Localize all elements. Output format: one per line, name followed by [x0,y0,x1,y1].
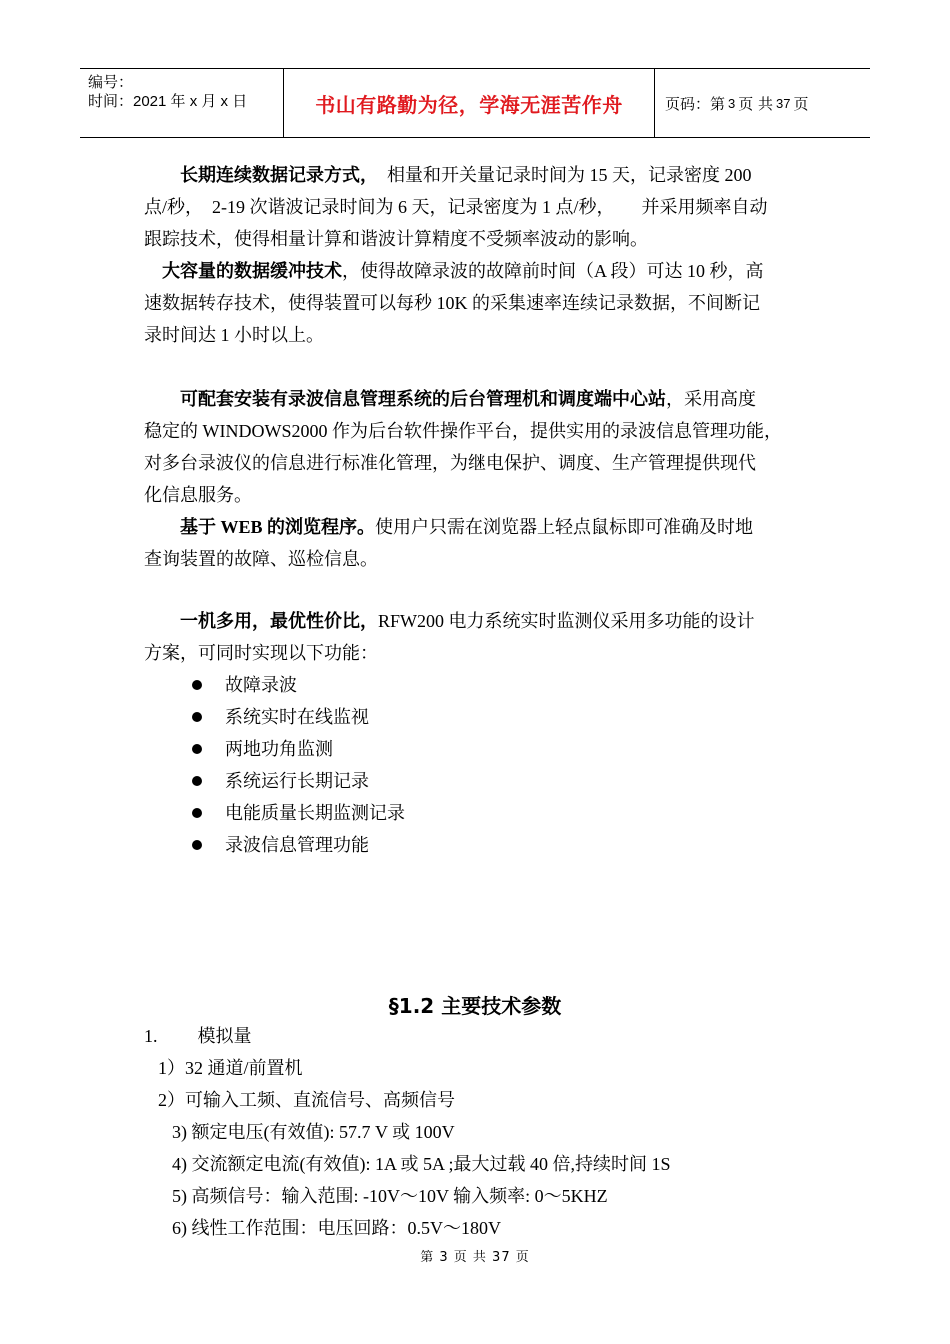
header-motto-cell [283,69,655,137]
list-item: 录波信息管理功能 [190,829,405,861]
page-total: 37 [776,95,791,111]
spec-label: 模拟量 [197,1026,252,1046]
paragraph-web-browser [144,511,809,575]
paragraph-text: 化信息服务。 [144,485,252,505]
spec-line: 2）可输入工频、直流信号、高频信号 [158,1090,455,1110]
bullet-icon [192,776,202,786]
paragraph-text: 点/秒， 2-19 次谐波记录时间为 6 天，记录密度为 1 点/秒， 并采用频率自动 [144,197,768,217]
header-motto: 书山有路勤为径，学海无涯苦作舟 [315,92,623,117]
paragraph-text: 使用户只需在浏览器上轻点鼠标即可准确及时地 [375,517,754,537]
spec-line: 4) 交流额定电流(有效值): 1A 或 5A ;最大过载 40 倍,持续时间 1S [172,1154,671,1174]
bullet-icon [192,808,202,818]
list-item: 系统运行长期记录 [190,765,405,797]
bullet-icon [192,680,202,690]
paragraph-management-system [144,383,809,511]
paragraph-text: 相量和开关量记录时间为 15 天，记录密度 200 [369,165,752,185]
paragraph-text: ，使得故障录波的故障前时间（A 段）可达 10 秒，高 [342,261,764,281]
list-item: 系统实时在线监视 [190,701,405,733]
page-header [80,68,870,138]
spec-item-analog [144,1020,252,1052]
bullet-icon [192,744,202,754]
list-item: 电能质量长期监测记录 [190,797,405,829]
paragraph-text: 方案，可同时实现以下功能： [144,643,378,663]
spec-line: 3) 额定电压(有效值): 57.7 V 或 100V [172,1122,455,1142]
page-prefix: 页码：第 [665,94,726,113]
header-meta [80,69,283,137]
paragraph-text: ，采用高度 [666,389,756,409]
spec-number: 1. [144,1026,158,1046]
list-item: 故障录波 [190,669,405,701]
document-number-label: 编号： [88,74,134,91]
paragraph-heading: 长期连续数据记录方式， [180,165,369,185]
paragraph-buffer-technology [144,255,809,351]
paragraph-text: RFW200 电力系统实时监测仪采用多功能的设计 [378,611,755,631]
spec-line: 1）32 通道/前置机 [158,1058,303,1078]
bullet-icon [192,840,202,850]
paragraph-long-term-recording [144,159,809,255]
paragraph-multi-function [144,605,809,669]
paragraph-heading: 可配套安装有录波信息管理系统的后台管理机和调度端中心站 [180,389,666,409]
page-current: 3 [728,95,736,111]
paragraph-text: 查询装置的故障、巡检信息。 [144,549,378,569]
paragraph-text: 稳定的 WINDOWS2000 作为后台软件操作平台，提供实用的录波信息管理功能， [144,421,782,441]
function-list [190,669,405,861]
paragraph-heading: 一机多用，最优性价比， [180,611,378,631]
paragraph-text: 跟踪技术，使得相量计算和谐波计算精度不受频率波动的影响。 [144,229,648,249]
header-page-number [655,69,870,137]
spec-line: 5) 高频信号：输入范围: -10V～10V 输入频率: 0～5KHZ [172,1186,608,1206]
spec-line: 6) 线性工作范围：电压回路：0.5V～180V [172,1218,501,1238]
paragraph-text: 录时间达 1 小时以上。 [144,325,324,345]
page-footer: 第 3 页 共 37 页 [420,1250,530,1265]
paragraph-text: 速数据转存技术，使得装置可以每秒 10K 的采集速率连续记录数据，不间断记 [144,293,760,313]
document-time-label: 时间：2021 年 x 月 x 日 [88,93,248,110]
paragraph-heading: 基于 WEB 的浏览程序。 [180,517,376,537]
bullet-icon [192,712,202,722]
paragraph-heading: 大容量的数据缓冲技术 [162,261,342,281]
page-suffix: 页 [793,94,809,113]
page-mid: 页 共 [738,94,774,113]
paragraph-text: 对多台录波仪的信息进行标准化管理，为继电保护、调度、生产管理提供现代 [144,453,756,473]
section-title: §1.2 主要技术参数 [388,994,562,1018]
list-item: 两地功角监测 [190,733,405,765]
